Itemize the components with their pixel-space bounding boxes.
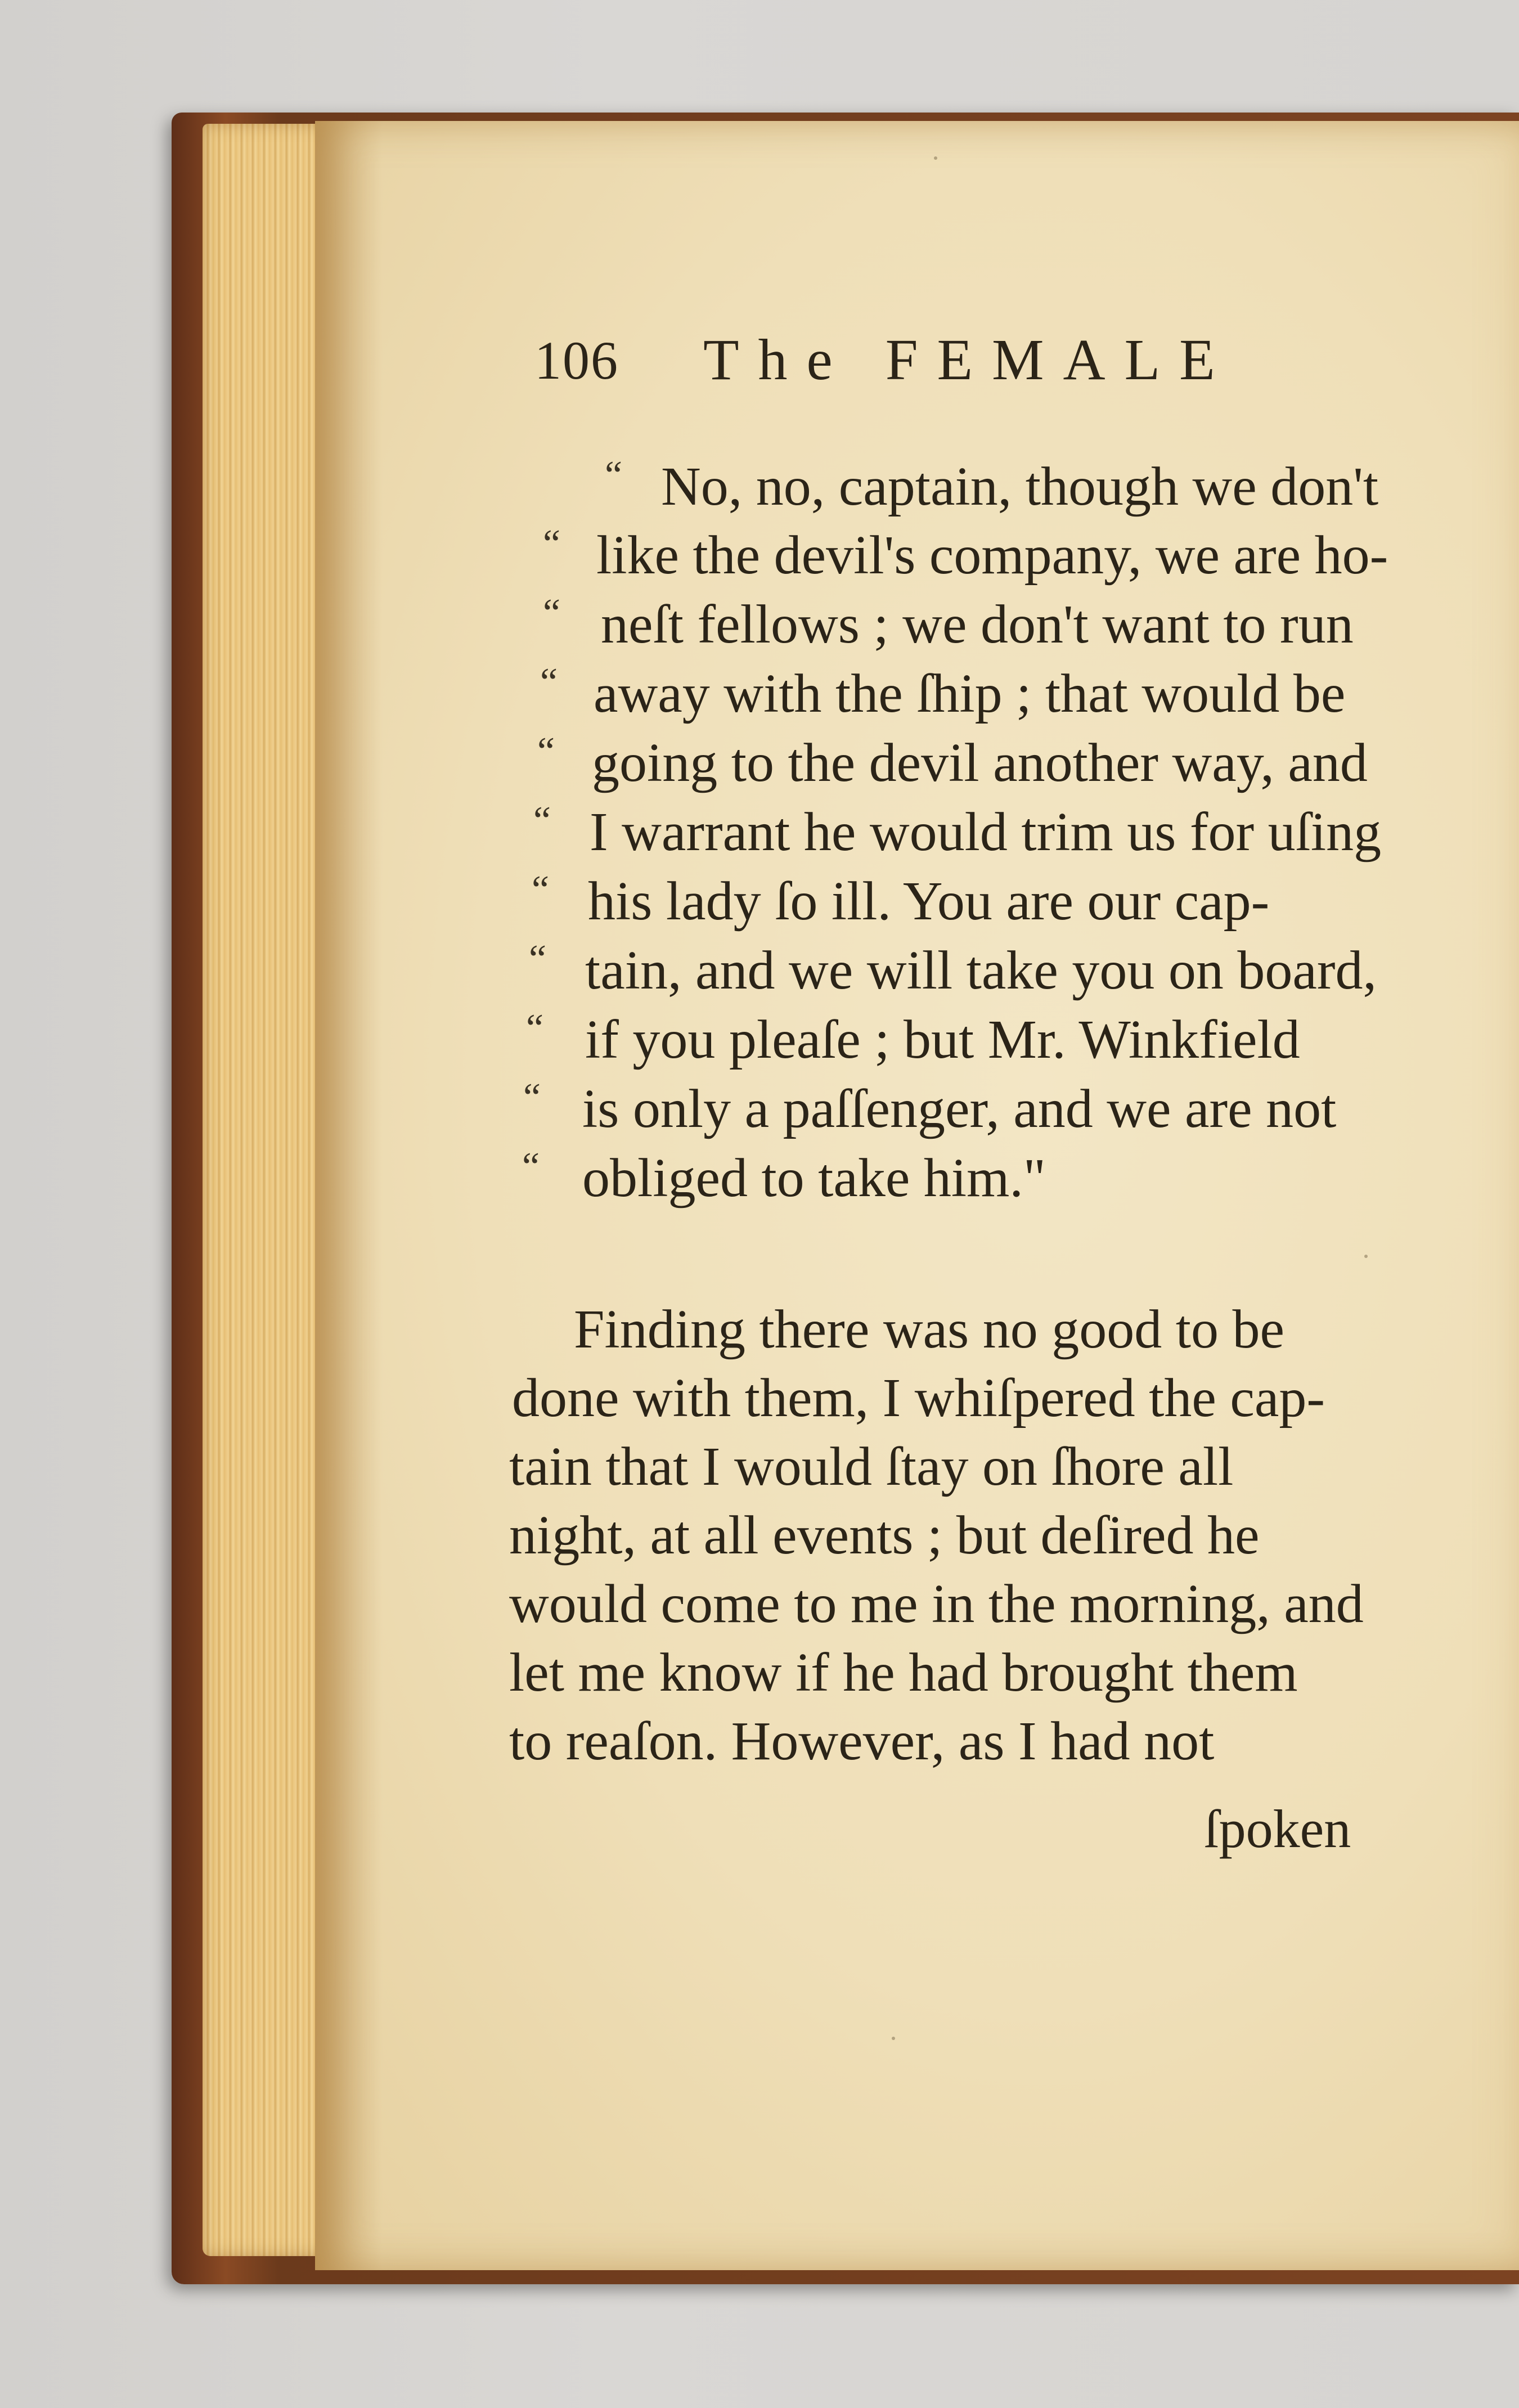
quote-line: tain, and we will take you on board,: [585, 940, 1377, 1001]
quote-line: going to the devil another way, and: [592, 733, 1368, 793]
quote-mark: “: [537, 730, 555, 773]
paragraph-line: night, at all events ; but deſired he: [509, 1505, 1260, 1566]
paper-speck: [1364, 1255, 1368, 1258]
quote-line: I warrant he would trim us for uſing: [590, 802, 1382, 862]
running-title: The FEMALE: [703, 327, 1234, 392]
paper-speck: [934, 156, 937, 160]
running-head: [534, 315, 1266, 394]
quote-mark: “: [543, 522, 561, 565]
paragraph-line: done with them, I whiſpered the cap-: [512, 1368, 1325, 1428]
quote-line: if you pleaſe ; but Mr. Winkfield: [585, 1009, 1300, 1070]
quote-line: away with the ſhip ; that would be: [594, 663, 1346, 724]
quote-mark: “: [526, 1007, 544, 1050]
quote-mark: “: [523, 1076, 541, 1119]
paragraph-line: Finding there was no good to be: [574, 1299, 1284, 1360]
quote-mark: “: [522, 1145, 540, 1188]
paragraph-line: let me know if he had brought them: [509, 1642, 1298, 1703]
quote-mark: “: [605, 453, 623, 497]
quote-mark: “: [543, 591, 561, 635]
quote-line: obliged to take him.": [582, 1148, 1046, 1209]
quote-mark: “: [532, 868, 550, 911]
quote-line: neſt fellows ; we don't want to run: [601, 594, 1354, 655]
paragraph-line: tain that I would ſtay on ſhore all: [509, 1436, 1234, 1497]
quote-mark: “: [529, 937, 547, 981]
page-number: 106: [534, 330, 619, 390]
paper-speck: [892, 2037, 895, 2040]
quote-line: like the devil's company, we are ho-: [596, 525, 1388, 586]
paragraph-line: would come to me in the morning, and: [509, 1574, 1364, 1634]
quote-line: his lady ſo ill. You are our cap-: [588, 871, 1270, 932]
quote-line: is only a paſſenger, and we are not: [582, 1079, 1337, 1139]
quote-line: No, no, captain, though we don't: [661, 456, 1379, 517]
catchword: ſpoken: [1204, 1799, 1351, 1859]
quote-mark: “: [533, 799, 551, 842]
paragraph-line: to reaſon. However, as I had not: [509, 1711, 1215, 1772]
quote-mark: “: [540, 661, 558, 704]
gutter-shadow: [315, 121, 383, 2270]
